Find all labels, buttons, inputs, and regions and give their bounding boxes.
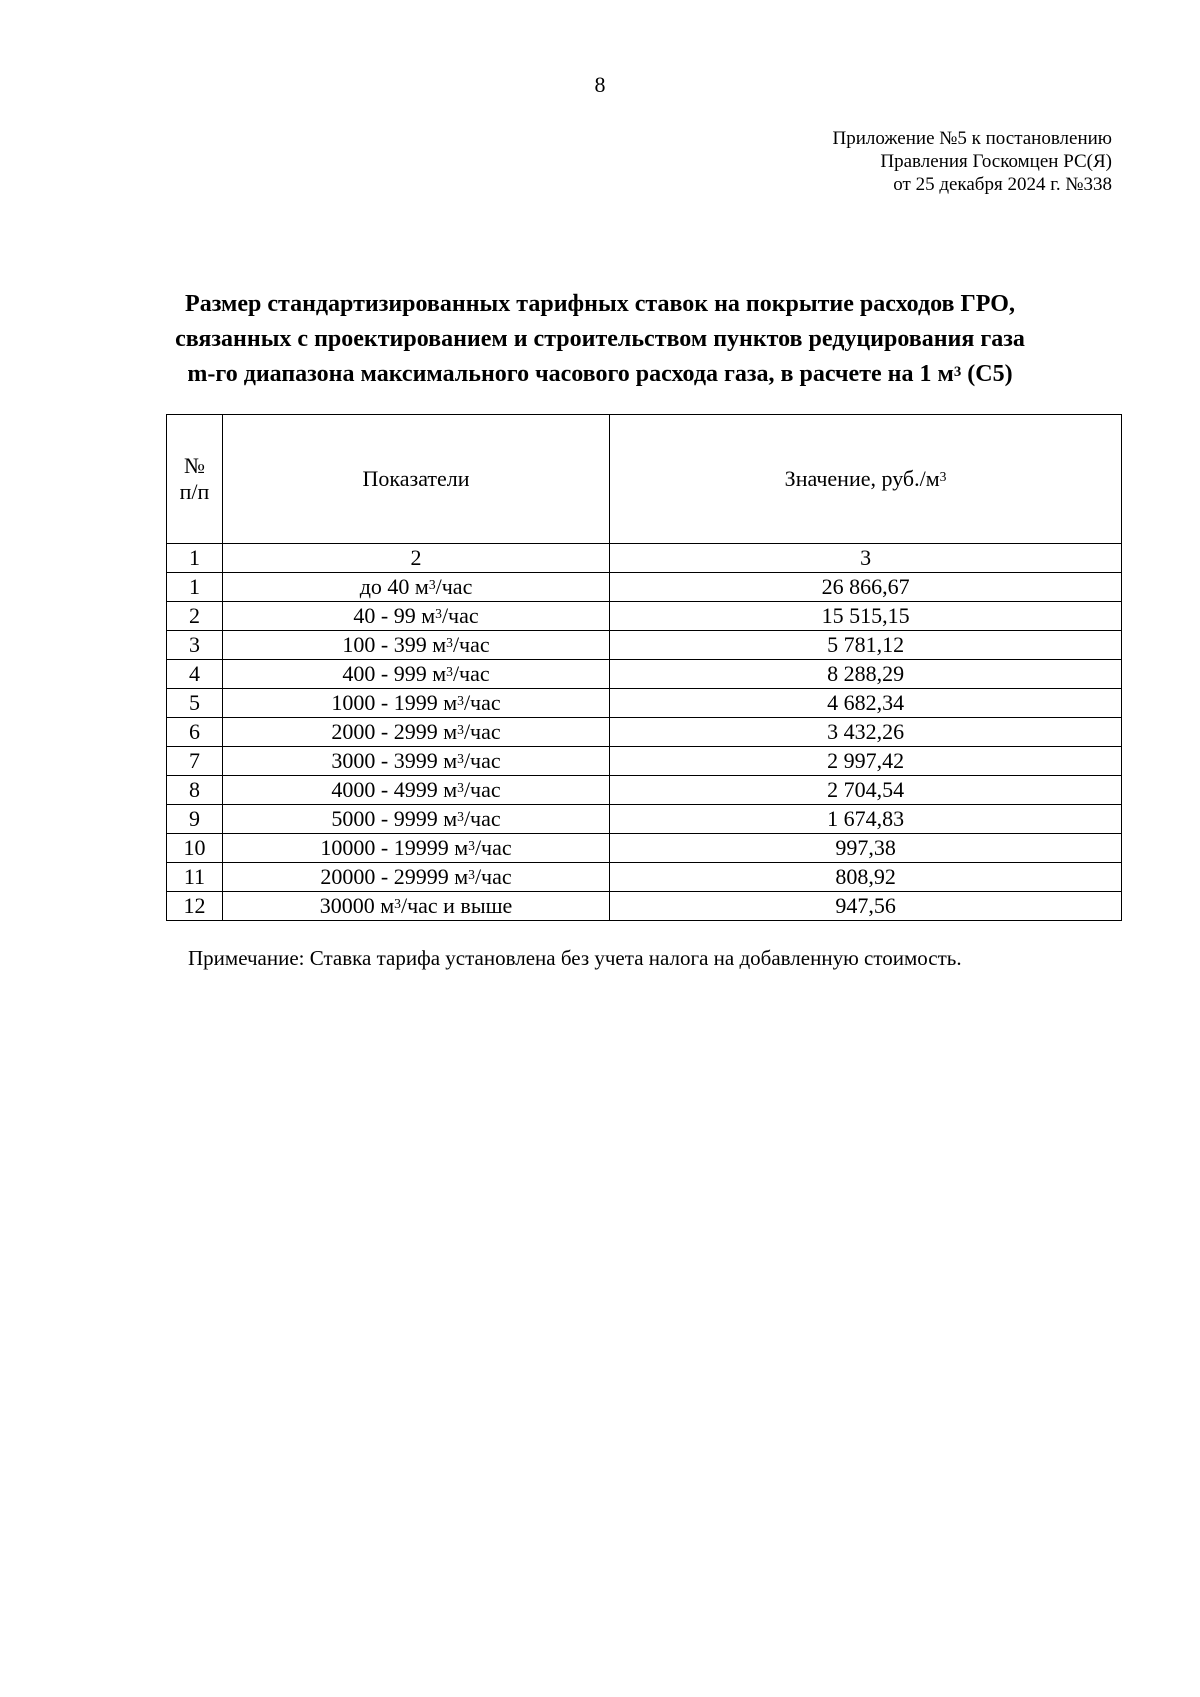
row-number: 10 <box>167 834 223 863</box>
indicator-unit: /час <box>463 719 501 744</box>
row-number: 11 <box>167 863 223 892</box>
appendix-header <box>833 127 1112 196</box>
row-indicator <box>222 747 609 776</box>
header-number-sign: № <box>183 453 205 478</box>
table-row <box>167 892 1122 921</box>
row-value: 8 288,29 <box>610 660 1122 689</box>
indicator-range: 20000 - 29999 м <box>320 864 469 889</box>
title-line-3 <box>100 357 1100 392</box>
table-row <box>167 660 1122 689</box>
indicator-unit: /час <box>452 661 490 686</box>
row-value: 2 997,42 <box>610 747 1122 776</box>
row-value: 808,92 <box>610 863 1122 892</box>
indicator-unit: /час <box>435 574 473 599</box>
row-value: 26 866,67 <box>610 573 1122 602</box>
row-number: 2 <box>167 602 223 631</box>
table-row <box>167 631 1122 660</box>
column-number-row <box>167 544 1122 573</box>
row-indicator <box>222 660 609 689</box>
row-number: 12 <box>167 892 223 921</box>
indicator-superscript: 3 <box>428 577 436 593</box>
row-number: 9 <box>167 805 223 834</box>
table-row <box>167 689 1122 718</box>
indicator-range: 30000 м <box>319 893 395 918</box>
indicator-range: 1000 - 1999 м <box>331 690 458 715</box>
tariff-table <box>166 414 1122 921</box>
row-value: 15 515,15 <box>610 602 1122 631</box>
header-indicators-cell: Показатели <box>222 415 609 544</box>
row-indicator <box>222 573 609 602</box>
row-indicator <box>222 892 609 921</box>
appendix-line-3: от 25 декабря 2024 г. №338 <box>893 174 1112 195</box>
row-value: 3 432,26 <box>610 718 1122 747</box>
indicator-superscript: 3 <box>468 838 475 854</box>
indicator-superscript: 3 <box>446 664 453 680</box>
row-number: 6 <box>167 718 223 747</box>
indicator-superscript: 3 <box>457 693 464 709</box>
table-note: Примечание: Ставка тарифа установлена без учета налога на добавленную стоимость. <box>188 946 962 970</box>
indicator-unit: /час <box>474 835 512 860</box>
row-indicator <box>222 718 609 747</box>
appendix-line-2: Правления Госкомцен РС(Я) <box>880 151 1112 172</box>
indicator-range: 40 - 99 м <box>353 603 436 628</box>
header-value-label: Значение, руб./м <box>784 466 940 491</box>
indicator-range: 10000 - 19999 м <box>320 835 469 860</box>
table-row <box>167 573 1122 602</box>
column-number-1: 1 <box>167 544 223 573</box>
row-indicator <box>222 834 609 863</box>
row-value: 2 704,54 <box>610 776 1122 805</box>
indicator-superscript: 3 <box>457 751 464 767</box>
indicator-superscript: 3 <box>457 722 464 738</box>
row-indicator <box>222 602 609 631</box>
indicator-range: до 40 м <box>359 574 429 599</box>
header-value-cell <box>610 415 1122 544</box>
table-row <box>167 747 1122 776</box>
indicator-range: 2000 - 2999 м <box>331 719 458 744</box>
document-title <box>100 287 1100 392</box>
title-line-3-tail: (С5) <box>961 361 1013 387</box>
table-row <box>167 718 1122 747</box>
indicator-superscript: 3 <box>435 606 442 622</box>
title-line-3-main: m-го диапазона максимального часового расхода газа, в расчете на 1 м <box>187 361 954 387</box>
row-value: 4 682,34 <box>610 689 1122 718</box>
indicator-superscript: 3 <box>394 896 401 912</box>
title-line-1: Размер стандартизированных тарифных ставок на покрытие расходов ГРО, <box>185 291 1015 317</box>
indicator-unit: /час <box>452 632 490 657</box>
indicator-superscript: 3 <box>457 809 464 825</box>
header-value-superscript: 3 <box>939 469 947 485</box>
header-number-cell <box>167 415 223 544</box>
indicator-range: 5000 - 9999 м <box>331 806 458 831</box>
row-indicator <box>222 776 609 805</box>
indicator-superscript: 3 <box>457 780 464 796</box>
appendix-line-1: Приложение №5 к постановлению <box>832 128 1112 149</box>
table-row <box>167 602 1122 631</box>
indicator-unit: /час <box>463 748 501 773</box>
indicator-unit: /час <box>441 603 479 628</box>
indicator-range: 400 - 999 м <box>342 661 447 686</box>
page-number: 8 <box>594 72 606 97</box>
column-number-2: 2 <box>222 544 609 573</box>
row-number: 4 <box>167 660 223 689</box>
header-number-pp: п/п <box>179 479 210 504</box>
column-number-3: 3 <box>610 544 1122 573</box>
indicator-superscript: 3 <box>446 635 453 651</box>
row-number: 8 <box>167 776 223 805</box>
indicator-unit: /час <box>463 690 501 715</box>
indicator-range: 100 - 399 м <box>342 632 447 657</box>
row-indicator <box>222 863 609 892</box>
row-indicator <box>222 805 609 834</box>
table-row <box>167 863 1122 892</box>
indicator-unit: /час и выше <box>400 893 513 918</box>
table-row <box>167 776 1122 805</box>
title-line-2: связанных с проектированием и строительством пунктов редуцирования газа <box>175 326 1025 352</box>
row-value: 5 781,12 <box>610 631 1122 660</box>
indicator-superscript: 3 <box>468 867 475 883</box>
indicator-unit: /час <box>463 777 501 802</box>
row-value: 997,38 <box>610 834 1122 863</box>
row-value: 1 674,83 <box>610 805 1122 834</box>
indicator-unit: /час <box>463 806 501 831</box>
table-row <box>167 805 1122 834</box>
row-number: 1 <box>167 573 223 602</box>
title-superscript: 3 <box>953 363 962 380</box>
indicator-range: 3000 - 3999 м <box>331 748 458 773</box>
row-number: 5 <box>167 689 223 718</box>
row-number: 3 <box>167 631 223 660</box>
row-indicator <box>222 689 609 718</box>
row-value: 947,56 <box>610 892 1122 921</box>
indicator-unit: /час <box>474 864 512 889</box>
row-indicator <box>222 631 609 660</box>
table-header-row <box>167 415 1122 544</box>
table-row <box>167 834 1122 863</box>
row-number: 7 <box>167 747 223 776</box>
indicator-range: 4000 - 4999 м <box>331 777 458 802</box>
